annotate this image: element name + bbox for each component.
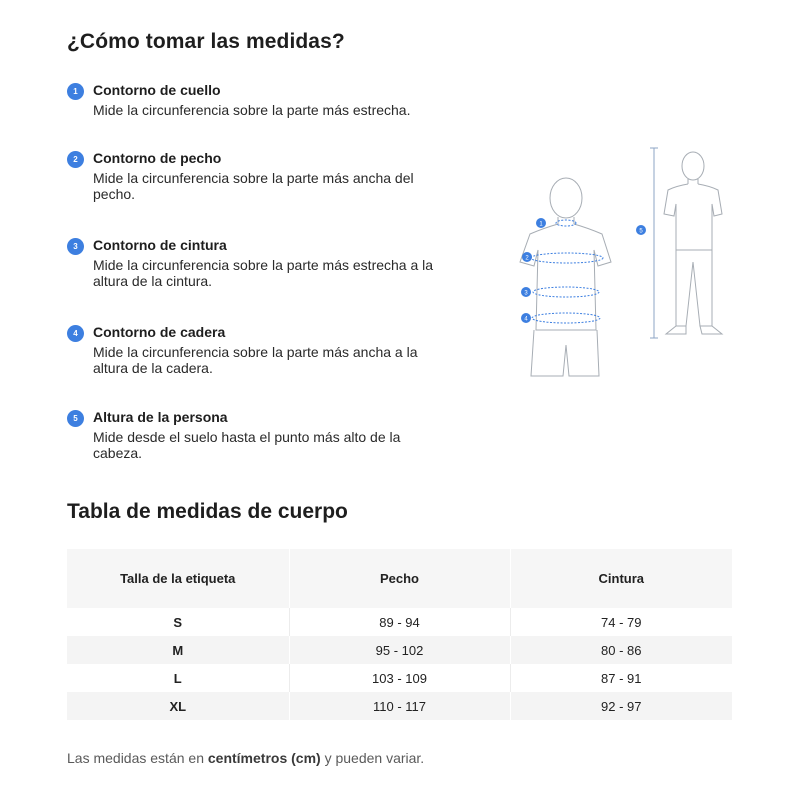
- chest-cell: 110 - 117: [289, 692, 510, 720]
- table-title: Tabla de medidas de cuerpo: [67, 500, 348, 523]
- step-number-badge: 3: [67, 238, 84, 255]
- height-measure-line: [650, 148, 658, 338]
- note-units: centímetros (cm): [207, 750, 321, 766]
- marker-2: [522, 252, 532, 262]
- svg-text:4: 4: [524, 316, 528, 323]
- table-row: [67, 692, 732, 720]
- step-number-badge: 5: [67, 410, 84, 427]
- torso-measure-lines: [531, 220, 603, 323]
- step-title: Contorno de cadera: [93, 324, 226, 340]
- svg-text:5: 5: [639, 228, 643, 235]
- waist-cell: 80 - 86: [510, 636, 732, 664]
- size-cell: S: [67, 608, 289, 636]
- svg-text:2: 2: [525, 255, 529, 262]
- torso-figure: [520, 178, 611, 376]
- size-cell: XL: [67, 692, 289, 720]
- svg-text:1: 1: [539, 221, 543, 228]
- chest-cell: 95 - 102: [289, 636, 510, 664]
- step-number-badge: 2: [67, 151, 84, 168]
- svg-text:3: 3: [524, 290, 528, 297]
- marker-1: [536, 218, 546, 228]
- size-table: [67, 549, 732, 720]
- step-title: Contorno de pecho: [93, 150, 222, 166]
- size-cell: M: [67, 636, 289, 664]
- note-suffix: y pueden variar.: [320, 750, 425, 766]
- marker-4: [521, 313, 531, 323]
- step-title: Altura de la persona: [93, 409, 228, 425]
- header-waist: Cintura: [510, 549, 732, 608]
- step-description: Mide la circunferencia sobre la parte más ancha a la altura de la cadera.: [93, 344, 418, 376]
- marker-3: [521, 287, 531, 297]
- step-title: Contorno de cintura: [93, 237, 227, 253]
- header-size: Talla de la etiqueta: [67, 549, 289, 608]
- chest-cell: 103 - 109: [289, 664, 510, 692]
- measurement-illustration: [500, 140, 740, 390]
- page-title: ¿Cómo tomar las medidas?: [67, 30, 345, 53]
- full-body-figure: [664, 152, 722, 334]
- waist-cell: 74 - 79: [510, 608, 732, 636]
- table-row: [67, 608, 732, 636]
- step-description: Mide desde el suelo hasta el punto más alto de la cabeza.: [93, 429, 401, 461]
- waist-cell: 92 - 97: [510, 692, 732, 720]
- step-description: Mide la circunferencia sobre la parte más ancha del pecho.: [93, 170, 414, 202]
- marker-5: [636, 225, 646, 235]
- chest-cell: 89 - 94: [289, 608, 510, 636]
- table-row: [67, 664, 732, 692]
- step-number-badge: 4: [67, 325, 84, 342]
- step-number-badge: 1: [67, 83, 84, 100]
- size-cell: L: [67, 664, 289, 692]
- step-description: Mide la circunferencia sobre la parte más estrecha a la altura de la cintura.: [93, 257, 434, 289]
- waist-cell: 87 - 91: [510, 664, 732, 692]
- step-title: Contorno de cuello: [93, 82, 221, 98]
- note-prefix: Las medidas están en: [67, 750, 208, 766]
- units-note: [67, 750, 424, 766]
- step-description: Mide la circunferencia sobre la parte más estrecha.: [93, 102, 411, 118]
- table-row: [67, 636, 732, 664]
- header-chest: Pecho: [289, 549, 510, 608]
- table-header-row: [67, 549, 732, 608]
